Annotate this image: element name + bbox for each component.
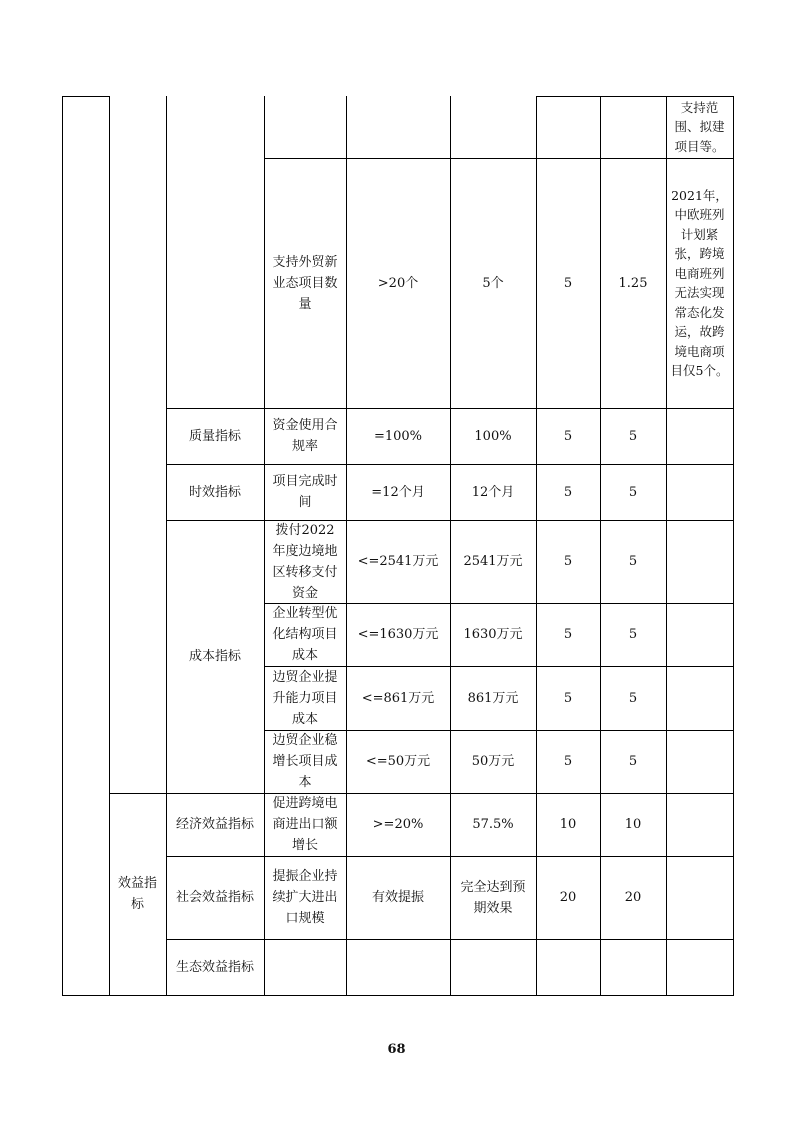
score-cell: 5: [628, 554, 638, 569]
actual-cell: 12个月: [471, 484, 515, 500]
weight-cell: 5: [563, 484, 573, 500]
indicator-cell: 企业转型优化结构项目成本: [272, 606, 338, 663]
actual-cell: 50万元: [471, 754, 515, 769]
weight-cell: 5: [563, 627, 573, 642]
target-cell: <=861万元: [361, 690, 435, 706]
category-timeliness: 时效指标: [188, 484, 241, 500]
category-cost: 成本指标: [188, 649, 241, 664]
weight-cell: 5: [563, 754, 573, 769]
target-cell: <=1630万元: [357, 627, 439, 642]
actual-cell: 完全达到预期效果: [460, 879, 526, 916]
indicator-cell: 提振企业持续扩大进出口规模: [272, 869, 338, 926]
score-cell: 1.25: [618, 275, 648, 291]
score-cell: 20: [624, 890, 642, 905]
score-cell: 5: [628, 627, 638, 642]
category-ecological: 生态效益指标: [175, 959, 254, 975]
weight-cell: 5: [563, 554, 573, 569]
indicator-cell: 支持外贸新业态项目数量: [272, 254, 338, 312]
score-cell: 10: [624, 817, 642, 832]
weight-cell: 10: [559, 817, 577, 832]
target-cell: 有效提振: [371, 890, 424, 905]
target-cell: =100%: [373, 428, 423, 444]
target-cell: =12个月: [371, 484, 425, 500]
score-cell: 5: [628, 484, 638, 500]
indicator-cell: 边贸企业提升能力项目成本: [272, 669, 338, 727]
target-cell: >=20%: [372, 817, 424, 832]
note-cell: 支持范围、拟建项目等。: [674, 99, 725, 154]
category-economic: 经济效益指标: [175, 817, 254, 832]
category-quality: 质量指标: [188, 428, 241, 444]
indicator-cell: 资金使用合规率: [272, 418, 338, 454]
category-benefit: 效益指标: [117, 876, 157, 912]
weight-cell: 5: [563, 428, 573, 444]
indicator-cell: 拨付2022年度边境地区转移支付资金: [272, 522, 338, 601]
category-social: 社会效益指标: [175, 890, 254, 905]
indicator-cell: 边贸企业稳增长项目成本: [272, 733, 338, 790]
score-cell: 5: [628, 428, 638, 444]
weight-cell: 5: [563, 275, 573, 291]
target-cell: <=50万元: [365, 754, 431, 769]
actual-cell: 2541万元: [463, 554, 523, 569]
actual-cell: 57.5%: [472, 817, 514, 832]
actual-cell: 1630万元: [463, 627, 523, 642]
weight-cell: 20: [559, 890, 577, 905]
actual-cell: 100%: [474, 428, 512, 444]
page-number: 68: [387, 1042, 406, 1057]
indicator-cell: 项目完成时间: [272, 474, 338, 510]
weight-cell: 5: [563, 690, 573, 706]
performance-indicator-table: [62, 96, 734, 996]
target-cell: >20个: [377, 275, 419, 291]
score-cell: 5: [628, 754, 638, 769]
target-cell: <=2541万元: [357, 554, 439, 569]
actual-cell: 5个: [482, 275, 504, 291]
note-cell: 2021年，中欧班列计划紧张，跨境电商班列无法实现常态化发运，故跨境电商项目仅5个。: [670, 187, 729, 378]
actual-cell: 861万元: [467, 690, 519, 706]
indicator-cell: 促进跨境电商进出口额增长: [272, 796, 338, 853]
score-cell: 5: [628, 690, 638, 706]
